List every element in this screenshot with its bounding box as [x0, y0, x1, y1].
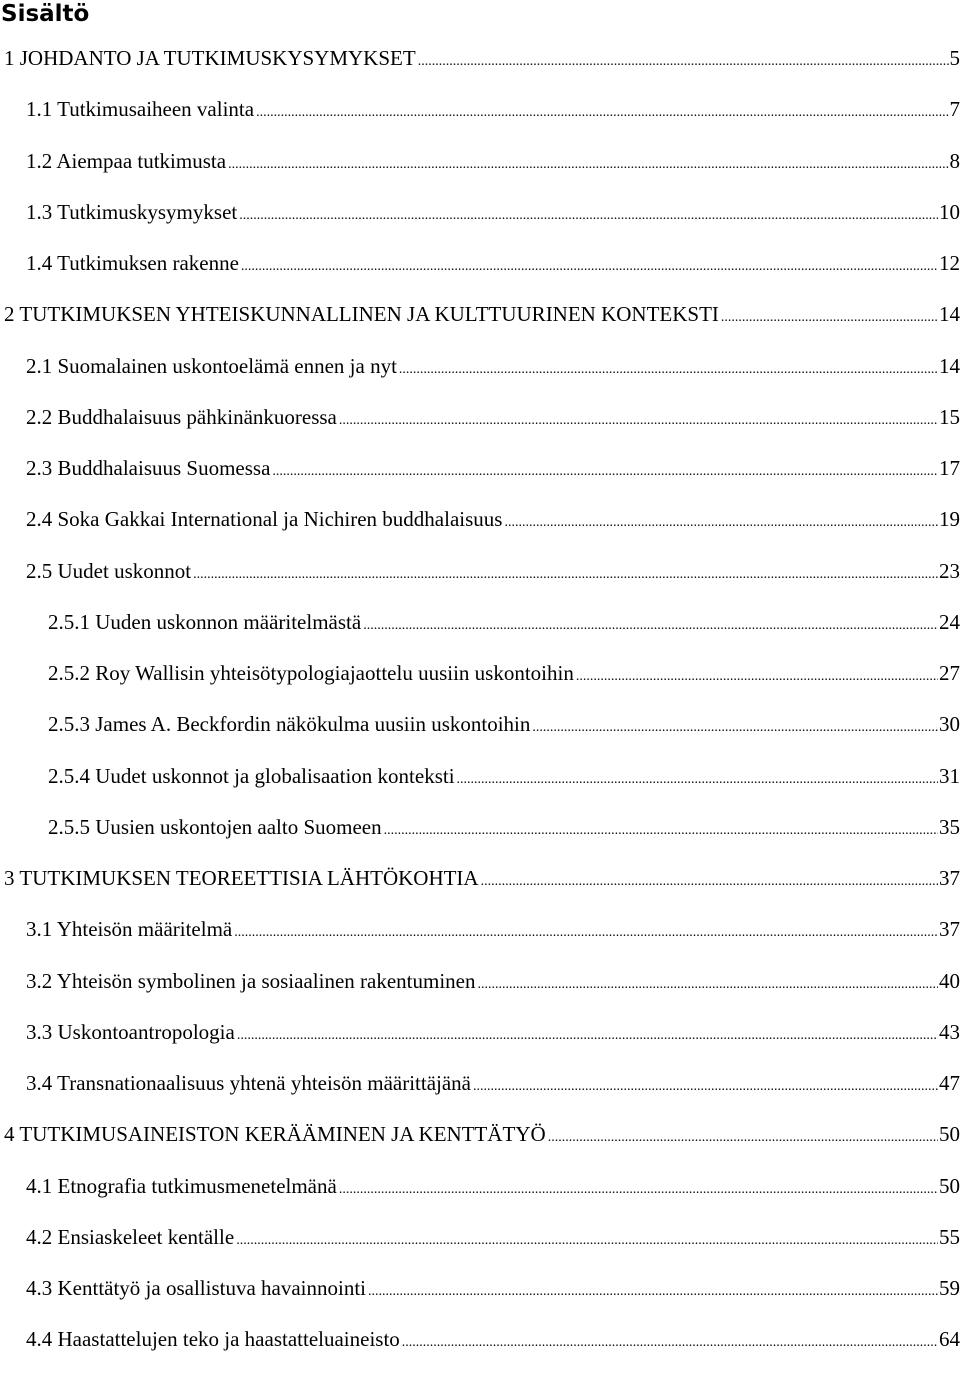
toc-dot-leader: [384, 824, 938, 838]
toc-entry[interactable]: [0, 862, 960, 913]
toc-dot-leader: [256, 106, 948, 120]
toc-entry[interactable]: [0, 298, 960, 349]
toc-entry-label: 4.4 Haastattelujen teko ja haastatteluaineisto: [26, 1323, 400, 1355]
toc-entry[interactable]: [0, 145, 960, 196]
toc-list: [0, 42, 960, 1375]
toc-entry-page-number: 40: [939, 965, 960, 997]
toc-entry[interactable]: [0, 708, 960, 759]
toc-entry[interactable]: [0, 760, 960, 811]
toc-entry-label: 1.3 Tutkimuskysymykset: [26, 196, 237, 228]
toc-entry-page-number: 10: [939, 196, 960, 228]
toc-entry-page-number: 64: [939, 1323, 960, 1355]
toc-dot-leader: [576, 670, 938, 684]
toc-entry[interactable]: [0, 965, 960, 1016]
toc-entry-label: 4 TUTKIMUSAINEISTON KERÄÄMINEN JA KENTTÄTYÖ: [4, 1118, 546, 1150]
toc-dot-leader: [339, 1183, 938, 1197]
toc-dot-leader: [477, 978, 938, 992]
toc-entry-label: 2.1 Suomalainen uskontoelämä ennen ja nyt: [26, 350, 397, 382]
toc-dot-leader: [399, 363, 938, 377]
toc-entry[interactable]: [0, 606, 960, 657]
toc-dot-leader: [272, 465, 938, 479]
toc-entry-page-number: 8: [950, 145, 960, 177]
toc-entry[interactable]: [0, 1272, 960, 1323]
toc-dot-leader: [236, 1234, 938, 1248]
toc-entry-page-number: 37: [939, 862, 960, 894]
toc-entry-label: 2.5.4 Uudet uskonnot ja globalisaation konteksti: [48, 760, 455, 792]
toc-entry-label: 4.2 Ensiaskeleet kentälle: [26, 1221, 234, 1253]
toc-entry-page-number: 23: [939, 555, 960, 587]
toc-entry-label: 3 TUTKIMUKSEN TEOREETTISIA LÄHTÖKOHTIA: [4, 862, 479, 894]
toc-entry-page-number: 5: [950, 42, 960, 74]
toc-entry-page-number: 50: [939, 1170, 960, 1202]
toc-dot-leader: [548, 1131, 938, 1145]
toc-entry[interactable]: [0, 196, 960, 247]
toc-entry-label: 2.5.2 Roy Wallisin yhteisötypologiajaottelu uusiin uskontoihin: [48, 657, 574, 689]
toc-entry-label: 2.5 Uudet uskonnot: [26, 555, 191, 587]
toc-entry[interactable]: [0, 555, 960, 606]
toc-dot-leader: [339, 414, 938, 428]
toc-entry[interactable]: [0, 93, 960, 144]
toc-dot-leader: [457, 773, 938, 787]
toc-entry-label: 3.3 Uskontoantropologia: [26, 1016, 235, 1048]
toc-entry-label: 2.2 Buddhalaisuus pähkinänkuoressa: [26, 401, 337, 433]
toc-dot-leader: [193, 568, 938, 582]
toc-entry-label: 3.2 Yhteisön symbolinen ja sosiaalinen rakentuminen: [26, 965, 475, 997]
toc-entry[interactable]: [0, 350, 960, 401]
toc-entry-page-number: 47: [939, 1067, 960, 1099]
toc-entry[interactable]: [0, 452, 960, 503]
toc-entry-label: 1 JOHDANTO JA TUTKIMUSKYSYMYKSET: [4, 42, 416, 74]
toc-entry-label: 1.2 Aiempaa tutkimusta: [26, 145, 226, 177]
toc-entry[interactable]: [0, 1067, 960, 1118]
toc-dot-leader: [721, 311, 938, 325]
toc-entry-page-number: 14: [939, 298, 960, 330]
toc-dot-leader: [363, 619, 938, 633]
toc-entry-label: 2 TUTKIMUKSEN YHTEISKUNNALLINEN JA KULTTUURINEN KONTEKSTI: [4, 298, 719, 330]
toc-dot-leader: [237, 1029, 938, 1043]
toc-entry-label: 1.1 Tutkimusaiheen valinta: [26, 93, 254, 125]
toc-dot-leader: [368, 1285, 938, 1299]
toc-entry-label: 4.1 Etnografia tutkimusmenetelmänä: [26, 1170, 337, 1202]
toc-entry-page-number: 50: [939, 1118, 960, 1150]
toc-dot-leader: [504, 516, 938, 530]
toc-dot-leader: [241, 260, 938, 274]
toc-entry[interactable]: [0, 1170, 960, 1221]
toc-title: Sisältö: [1, 0, 89, 30]
toc-entry-page-number: 30: [939, 708, 960, 740]
toc-entry-page-number: 35: [939, 811, 960, 843]
toc-entry-page-number: 27: [939, 657, 960, 689]
toc-entry-label: 2.3 Buddhalaisuus Suomessa: [26, 452, 270, 484]
toc-entry-page-number: 24: [939, 606, 960, 638]
toc-entry[interactable]: [0, 42, 960, 93]
toc-entry-page-number: 19: [939, 503, 960, 535]
toc-entry-label: 2.5.3 James A. Beckfordin näkökulma uusiin uskontoihin: [48, 708, 530, 740]
toc-dot-leader: [402, 1336, 938, 1350]
toc-entry-page-number: 43: [939, 1016, 960, 1048]
toc-entry-page-number: 12: [939, 247, 960, 279]
toc-entry[interactable]: [0, 811, 960, 862]
toc-entry-page-number: 15: [939, 401, 960, 433]
toc-dot-leader: [418, 55, 949, 69]
toc-entry-page-number: 59: [939, 1272, 960, 1304]
toc-dot-leader: [234, 926, 938, 940]
toc-dot-leader: [228, 158, 948, 172]
toc-entry[interactable]: [0, 657, 960, 708]
toc-entry-label: 2.5.5 Uusien uskontojen aalto Suomeen: [48, 811, 382, 843]
toc-entry-page-number: 37: [939, 913, 960, 945]
toc-entry-label: 4.3 Kenttätyö ja osallistuva havainnointi: [26, 1272, 366, 1304]
toc-entry-page-number: 7: [950, 93, 960, 125]
toc-entry-page-number: 17: [939, 452, 960, 484]
toc-entry[interactable]: [0, 1221, 960, 1272]
toc-entry-label: 3.1 Yhteisön määritelmä: [26, 913, 232, 945]
toc-dot-leader: [239, 209, 938, 223]
toc-entry-label: 2.5.1 Uuden uskonnon määritelmästä: [48, 606, 361, 638]
toc-entry-label: 3.4 Transnationaalisuus yhtenä yhteisön määrittäjänä: [26, 1067, 471, 1099]
toc-entry[interactable]: [0, 1016, 960, 1067]
toc-dot-leader: [473, 1080, 938, 1094]
toc-entry[interactable]: [0, 1323, 960, 1374]
toc-entry-page-number: 31: [939, 760, 960, 792]
toc-entry[interactable]: [0, 913, 960, 964]
toc-entry[interactable]: [0, 247, 960, 298]
toc-entry[interactable]: [0, 1118, 960, 1169]
toc-dot-leader: [532, 721, 938, 735]
toc-dot-leader: [481, 875, 938, 889]
toc-entry-label: 2.4 Soka Gakkai International ja Nichiren buddhalaisuus: [26, 503, 502, 535]
toc-entry-page-number: 14: [939, 350, 960, 382]
toc-entry-page-number: 55: [939, 1221, 960, 1253]
toc-entry[interactable]: [0, 401, 960, 452]
toc-entry[interactable]: [0, 503, 960, 554]
toc-entry-label: 1.4 Tutkimuksen rakenne: [26, 247, 239, 279]
